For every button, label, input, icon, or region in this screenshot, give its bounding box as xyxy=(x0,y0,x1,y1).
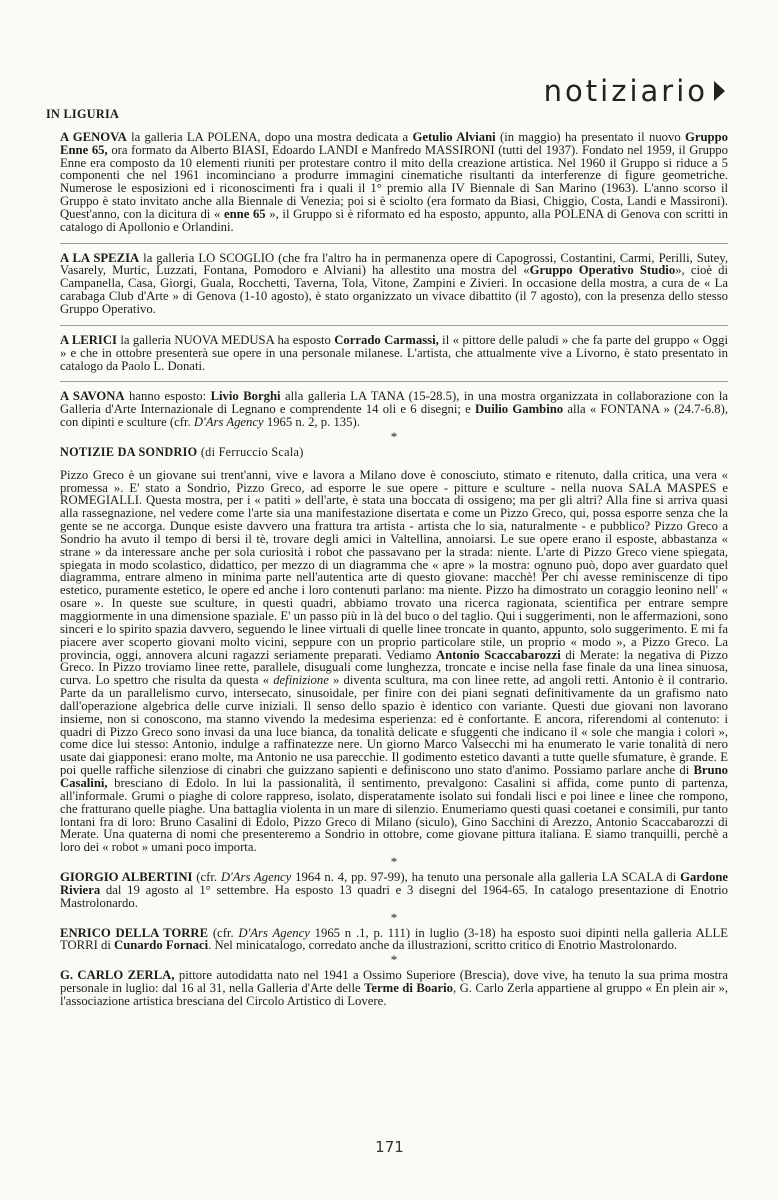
text: alla galleria LA TANA (15-28.5), in una mostra organizzata in collaborazione con la Galleria d'Arte Internazionale di Legnano e comprendente 14 oli e 6 disegni; e xyxy=(60,389,728,417)
artist-name: Getulio Alviani xyxy=(412,129,496,144)
article-body xyxy=(46,107,729,1008)
emphasis: definizione xyxy=(273,673,329,688)
paragraph-sondrio xyxy=(60,469,728,854)
text: , G. Carlo Zerla appartiene al gruppo « En plein air », l'associazione artistica bresciana del Circolo Artistico di Lovere. xyxy=(60,981,728,1008)
group-name: Gruppo Enne 65, xyxy=(60,129,728,157)
text: il « pittore delle paludi » che fa parte del gruppo « Oggi » e che in ottobre presenterà sue opere in una personale milanese. L'artista, che attualmente vive a Livorno, è stato presentato in catalogo da Paolo L. Donati. xyxy=(60,332,728,373)
paragraph-della-torre xyxy=(60,927,728,953)
text: bresciano di Edolo. In lui la passionalità, il sentimento, prevalgono: Casalini si affida, come punto di partenza, all'informale. Grumi o piaghe di colore rappreso, isolato, disperatamente isolato sui fondali lisci e poi linee e linee che rompono, che fratturano quelle piaghe. Una battaglia violenta in un mare di silenzio. Enumeriamo questi quasi coetanei e consimili, pur tanto lontani fra di loro: Bruno Casalini di Edolo, Pizzo Greco di Milano (siculo), Gino Sacchini di Arezzo, Antonio Scaccabarozzi di Merate. Una quaterna di nomi che presenteremo a Sondrio in ottobre, come giovane pittura italiana. E siamo tranquilli, perchè a loro dei « robot » umani poco importa. xyxy=(60,775,728,855)
text: », il Gruppo si è riformato ed ha esposto, appunto, alla POLENA di Genova con scritti in catalogo di Apollonio e Orlandini. xyxy=(60,206,728,234)
group-name: enne 65 xyxy=(223,206,266,221)
artist-name: Corrado Carmassi, xyxy=(334,332,439,347)
text: 1964 n. 4, pp. 97-99), ha tenuto una personale alla galleria LA SCALA di xyxy=(291,870,681,885)
journal-name: D'Ars Agency xyxy=(238,925,310,940)
section-author: (di Ferruccio Scala) xyxy=(197,444,304,459)
section-title-sondrio xyxy=(60,446,728,459)
separator-star: * xyxy=(390,854,398,870)
text: . Nel minicatalogo, corredato anche da illustrazioni, scritto critico di Enotrio Mastrolonardo. xyxy=(208,938,678,953)
text: Pizzo Greco è un giovane sui trent'anni, vive e lavora a Milano dove è conosciuto, stimato e ritenuto, dalla critica, una vera « promessa ». E' stato a Sondrio, Pizzo Greco, ad esporre le sue opere - pitture e sculture - nella nuova SALA MASPES e ROMEGIALLI. Questa mostra, per i « patiti » dell'arte, è stata una boccata di ossigeno; ma per gli altri? Alla fine si arriva quasi alla rassegnazione, nel vedere come l'arte sia una manifestazione disertata e come un Pizzo Greco, qui, possa esporre senza che la gente se ne accorga. Dunque esiste davvero una frattura tra artista - artista che lo sia, naturalmente - e pubblico? Pizzo Greco a Sondrio ha avuto il tempo di bersi il tè, trovare degli amici in Valtellina, annoiarsi. Le sue opere erano il esposte, abbastanza « strane » da interessare anche per sola curiosità i robot che passavano per la strada: niente. L'arte di Pizzo Greco viene spiegata, spiegata in modo scolastico, didattico, per mezzo di un diagramma che « apre » la mostra: ognuno può, dopo aver guardato quel diagramma, entrare almeno in minima parte nell'autentica arte di questo giovane: macchè! Per chi avesse reminiscenze di tipo estetico, puramente estetico, le opere ed anche i loro contenuti parlano: ma niente. Pizzo ha dimostrato un coraggio leonino nell' « osare ». In queste sue sculture, in questi quadri, abbiamo trovato una ricerca ragionata, scientifica per entrare sempre maggiormente in una dimensione spaziale. E' un passo più in là del buco o del taglio. Qui i suggerimenti, non le affermazioni, sono sinceri e lo spirito spazia davvero, seguendo le linee virtuali di quelle linee troncate in quanto, appunto, solo suggerimento. E mi fa piacere aver scoperto giovani molto vicini, seppure con un proprio particolare stile, un proprio « modo », a Pizzo Greco. La provincia, oggi, annovera alcuni ragazzi seriamente preparati. Vediamo xyxy=(60,467,728,662)
artist-name: Livio Borghi xyxy=(210,389,281,404)
lead-savona: A SAVONA xyxy=(60,389,125,404)
masthead xyxy=(544,74,725,108)
lead-albertini: GIORGIO ALBERTINI xyxy=(60,870,193,885)
triangle-right-icon xyxy=(714,81,725,101)
separator-star: * xyxy=(390,952,398,968)
paragraph-albertini xyxy=(60,871,728,910)
divider xyxy=(60,325,728,326)
paragraph-genova xyxy=(60,131,728,234)
text: (cfr. xyxy=(208,925,239,940)
lead-zerla: G. CARLO ZERLA, xyxy=(60,968,175,983)
journal-name: D'Ars Agency xyxy=(220,870,292,885)
text: dal 19 agosto al 1° settembre. Ha esposto 13 quadri e 3 disegni del 1964-65. In catalogo presentazione di Enotrio Mastrolonardo. xyxy=(60,882,728,910)
place-name: Terme di Boario xyxy=(364,981,453,996)
divider xyxy=(60,243,728,244)
text: (in maggio) ha presentato il nuovo xyxy=(495,129,685,144)
lead-genova: A GENOVA xyxy=(60,129,127,144)
place-name: Gardone Riviera xyxy=(60,870,729,897)
text: ora formato da Alberto BIASI, Edoardo LANDI e Manfredo MASSIRONI (tutti del 1937). Fondato nel 1959, il Gruppo Enne era composto da 10 elementi riuniti per protestare contro il mito della creazione artistica. Nel 1960 il Gruppo si riduce a 5 componenti che nel 1961 incominciano a produrre immagini cinematiche risultanti da interferenze di figure geometriche. Numerose le esposizioni ed i riconoscimenti fra i quali il 1° premio alla IV Biennale di San Marino (1963). L'anno scorso il Gruppo è stato invitato anche alla Biennale di Venezia; poi si è sciolto (era formato da Biasi, Chiggio, Costa, Landi e Massironi). Quest'anno, con la dicitura di « xyxy=(60,142,728,221)
text: », cioè di Campanella, Casa, Giorgi, Guala, Rocchetti, Taverna, Tola, Vitone, Zampini e Zivieri. In occasione della mostra, a cura de « La carabaga Club d'Arte » di Genova (1-10 agosto), è stato organizzato un vivace dibattito (il 7 agosto), con la presenza dello stesso Gruppo Operativo. xyxy=(60,263,728,316)
page-number: 171 xyxy=(375,1138,404,1156)
separator-star: * xyxy=(390,909,398,925)
text: la galleria NUOVA MEDUSA ha esposto xyxy=(116,332,335,347)
masthead-title: notiziario xyxy=(543,74,708,108)
paragraph-lerici xyxy=(60,334,728,373)
section-heading: NOTIZIE DA SONDRIO xyxy=(60,444,198,459)
text: hanno esposto: xyxy=(124,389,211,404)
separator-star: * xyxy=(390,428,398,444)
text: 1965 n. 2, p. 135). xyxy=(263,415,360,430)
group-name: Gruppo Operativo Studio xyxy=(529,263,676,278)
text: la galleria LO SCOGLIO (che fra l'altro ha in permanenza opere di Capogrossi, Costantini, Carmi, Perilli, Sutey, Vasarely, Murtic, Luzzati, Fontana, Pomodoro e Alviani) ha allestito una mostra del « xyxy=(60,250,728,278)
paragraph-zerla xyxy=(60,969,728,1008)
lead-della-torre: ENRICO DELLA TORRE xyxy=(60,925,209,940)
lead-lerici: A LERICI xyxy=(60,332,117,347)
text: la galleria LA POLENA, dopo una mostra dedicata a xyxy=(126,129,413,144)
text: 1965 n .1, p. 111) in luglio (3-18) ha esposto suoi dipinti nella galleria ALLE TORRI di xyxy=(60,925,728,953)
divider xyxy=(60,381,728,382)
artist-name: Bruno Casalini, xyxy=(60,763,728,790)
section-title-liguria: IN LIGURIA xyxy=(46,107,120,121)
artist-name: Antonio Scaccabarozzi xyxy=(435,647,561,662)
place-name: Cunardo Fornaci xyxy=(114,938,209,953)
artist-name: Duilio Gambino xyxy=(475,402,564,417)
text: (cfr. xyxy=(192,870,221,885)
journal-name: D'Ars Agency xyxy=(193,415,264,430)
text: pittore autodidatta nato nel 1941 a Ossimo Superiore (Brescia), dove vive, ha tenuto la sua prima mostra personale in luglio: dal 16 al 31, nella Galleria d'Arte delle xyxy=(60,968,728,996)
text: alla « FONTANA » (24.7-6.8), con dipinti e sculture (cfr. xyxy=(60,402,729,430)
text: di Merate: la negativa di Pizzo Greco. In Pizzo troviamo linee rette, parallele, disuguali come lunghezza, troncate e incise nella fase finale da una linea sinuosa, curva. Lo spettro che risulta da questa « xyxy=(60,647,728,688)
paragraph-spezia xyxy=(60,252,728,316)
lead-spezia: A LA SPEZIA xyxy=(60,250,140,265)
text: » diventa scultura, ma con linee rette, ad angoli retti. Antonio è il contrario. Parte da un parallelismo curvo, intersecato, sinusoidale, per finire con dei piani segnati definitivamente da un grafismo nato dall'operazione algebrica delle curve iniziali. Il senso dello spazio è identico con variante. Questi due giovani non lavorano insieme, non si conoscono, ma stanno vivendo la medesima esperienza: ed è confortante. E ancora, riferendomi al contenuto: i quadri di Pizzo Greco sono invasi da una luce bianca, da tonalità delicate e sfuggenti che indicano il « sole che mangia i colori », come dice lui stesso: Antonio, indulge a raffinatezze nere. Un giorno Marco Valsecchi mi ha enumerato le varie tonalità di nero usate dai giapponesi: erano molte, ma Antonio ne usa parecchie. Il godimento estetico davanti a tutte quelle sfumature, è grande. E poi quelle raffiche silenziose di cinabri che guizzano sapienti e definiscono uno stato d'animo. Possiamo parlare anche di xyxy=(60,673,728,778)
paragraph-savona xyxy=(60,390,728,429)
